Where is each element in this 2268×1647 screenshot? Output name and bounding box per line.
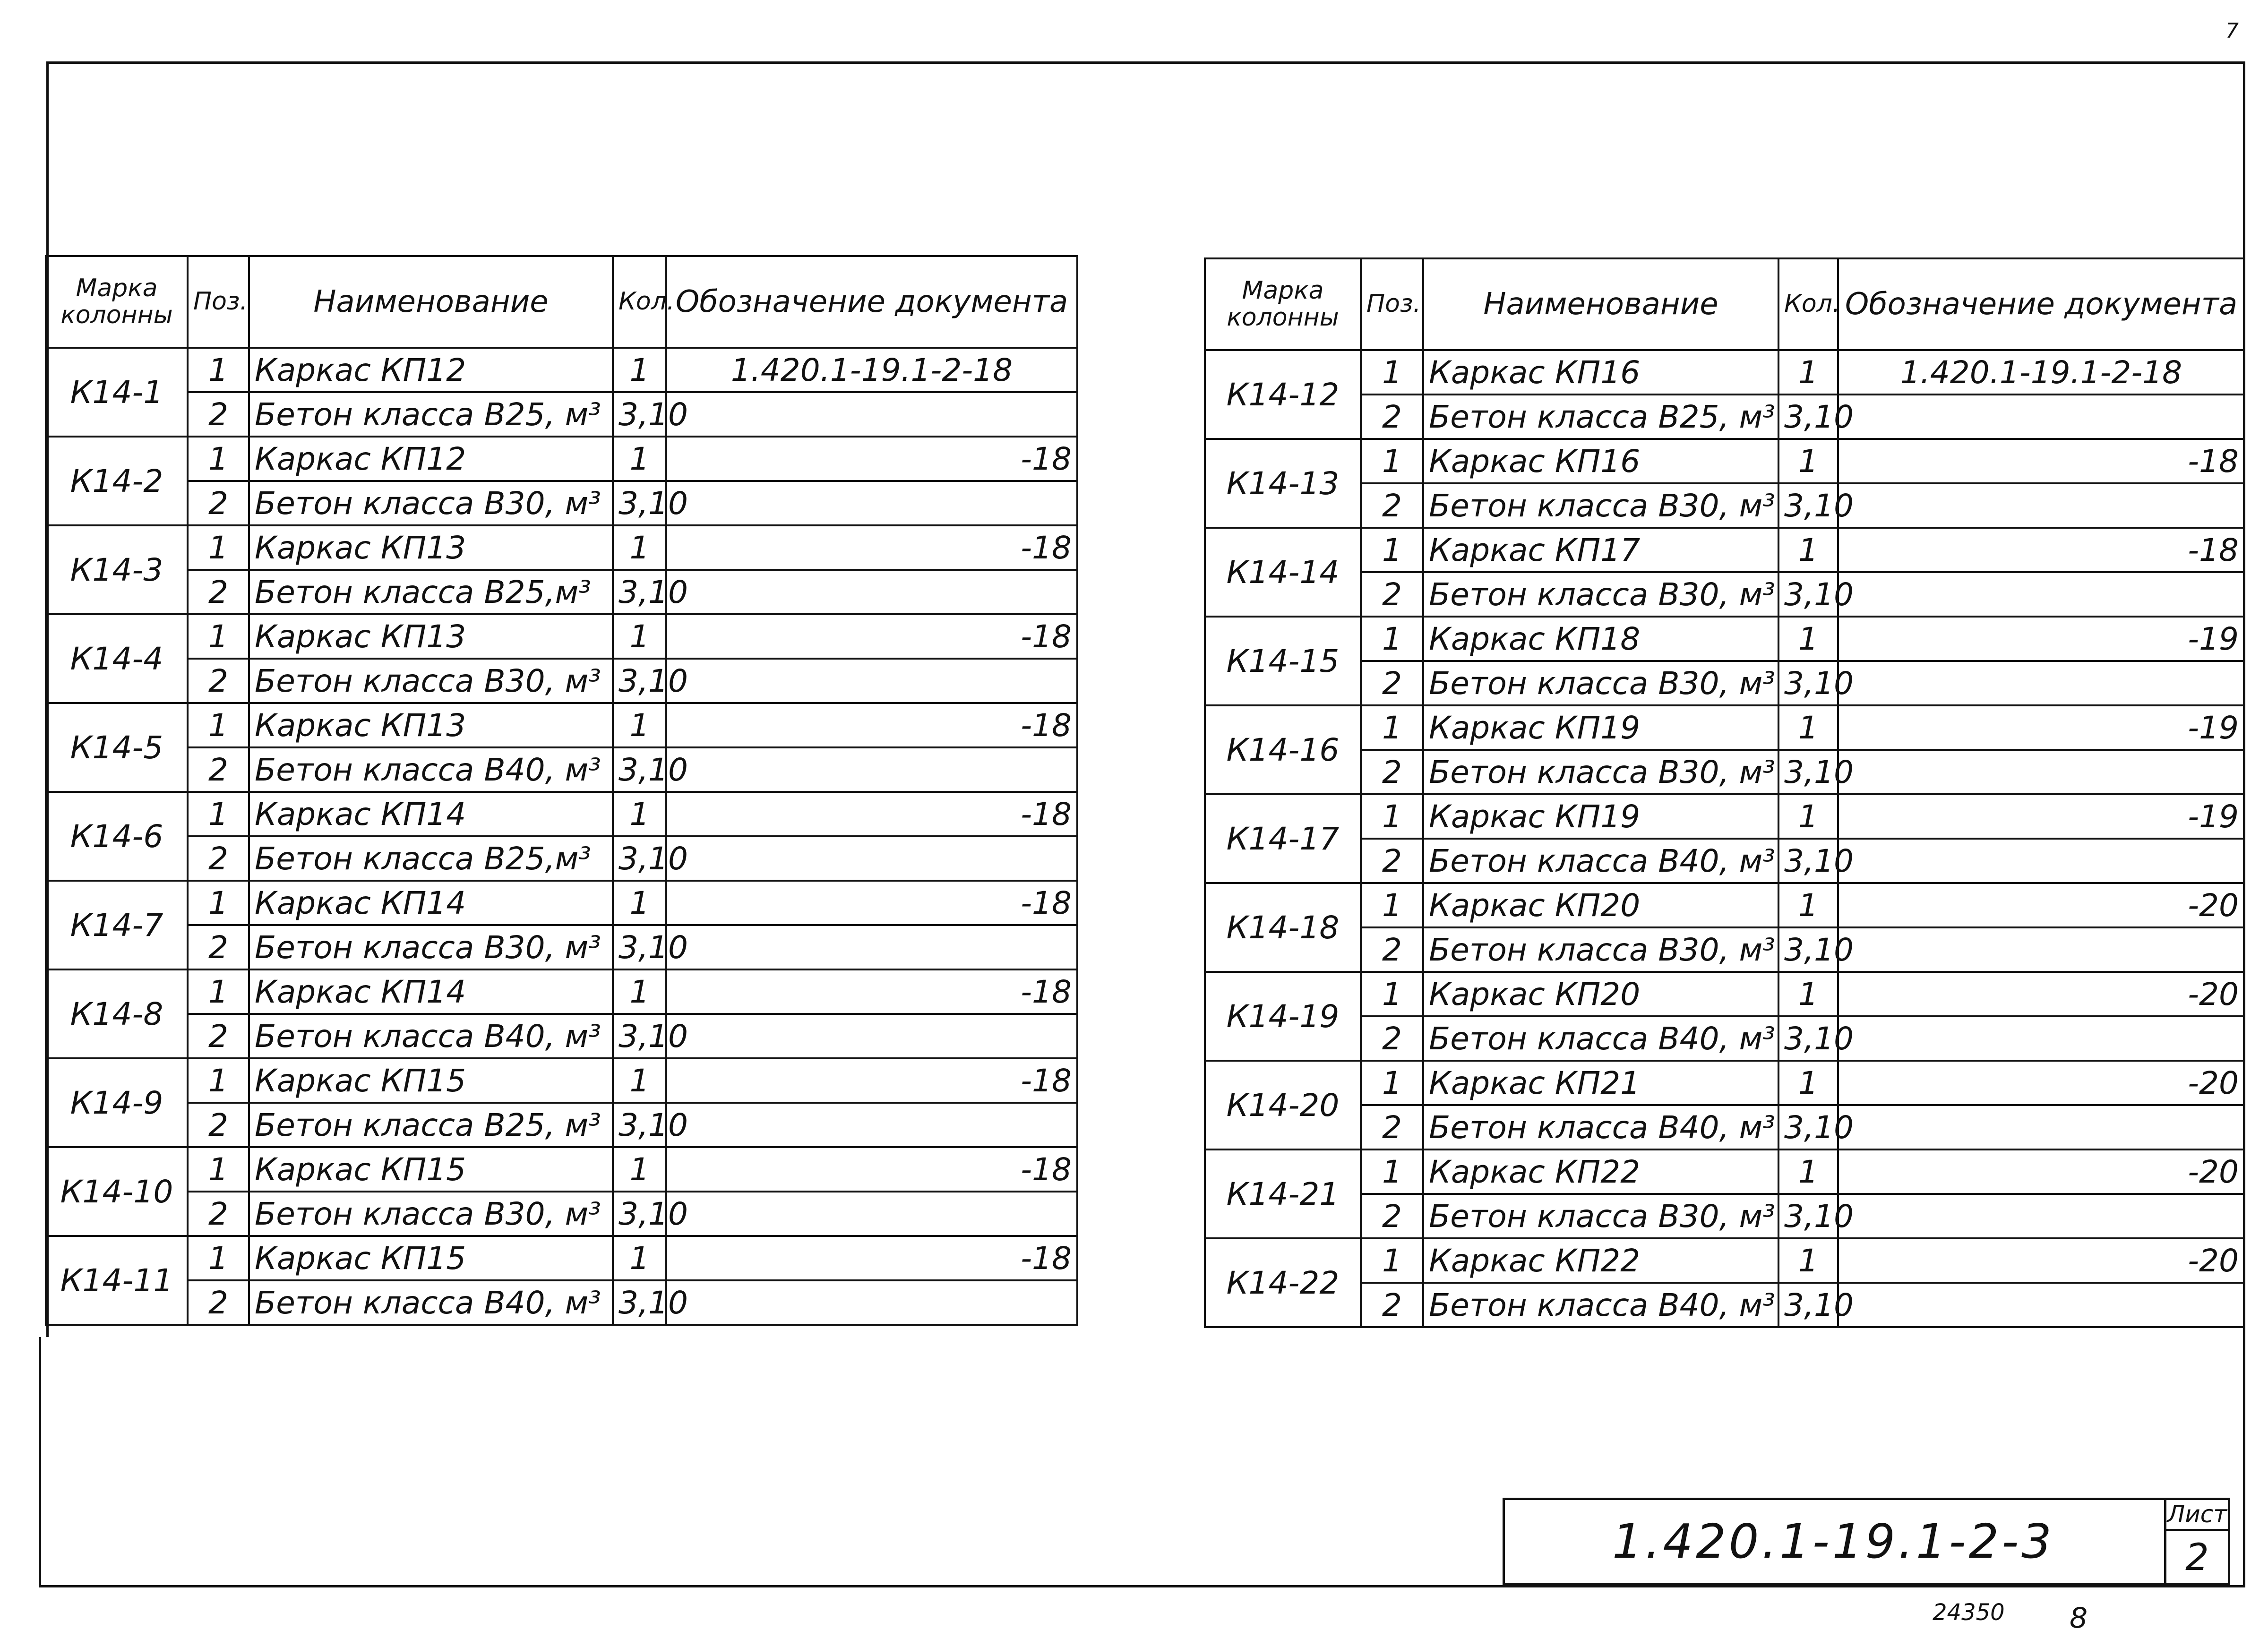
document-cell xyxy=(666,570,1077,614)
inventory-stamp: 24350 xyxy=(1933,1599,2005,1626)
position-cell: 2 xyxy=(188,747,249,792)
name-cell: Каркас КП13 xyxy=(249,525,613,570)
quantity-cell: 1 xyxy=(1778,439,1838,483)
position-cell: 1 xyxy=(188,348,249,392)
position-cell: 1 xyxy=(188,1147,249,1192)
quantity-cell: 3,10 xyxy=(1778,483,1838,528)
column-mark: К14-2 xyxy=(46,437,188,525)
name-cell: Каркас КП16 xyxy=(1423,350,1778,395)
quantity-cell: 1 xyxy=(613,1147,666,1192)
header-qty: Кол. xyxy=(1778,258,1838,350)
name-cell: Бетон класса В30, м³ xyxy=(1423,750,1778,794)
column-mark: К14-6 xyxy=(46,792,188,881)
column-mark: К14-17 xyxy=(1205,794,1361,883)
quantity-cell: 3,10 xyxy=(1778,395,1838,439)
position-cell: 2 xyxy=(188,1014,249,1058)
table-row xyxy=(46,1280,1077,1325)
quantity-cell: 3,10 xyxy=(613,1280,666,1325)
table-row xyxy=(1205,839,2244,883)
header-mark: Марка колонны xyxy=(46,256,188,348)
position-cell: 2 xyxy=(1361,1105,1423,1149)
quantity-cell: 3,10 xyxy=(613,1014,666,1058)
position-cell: 2 xyxy=(1361,572,1423,617)
quantity-cell: 1 xyxy=(613,881,666,925)
header-doc: Обозначение документа xyxy=(1838,258,2244,350)
column-mark: К14-18 xyxy=(1205,883,1361,972)
header-qty: Кол. xyxy=(613,256,666,348)
name-cell: Каркас КП13 xyxy=(249,614,613,659)
position-cell: 1 xyxy=(188,881,249,925)
table-row xyxy=(1205,1061,2244,1105)
name-cell: Каркас КП18 xyxy=(1423,617,1778,661)
document-cell: -20 xyxy=(1838,883,2244,927)
document-cell: -18 xyxy=(666,1058,1077,1103)
document-cell xyxy=(1838,1194,2244,1238)
quantity-cell: 1 xyxy=(613,614,666,659)
position-cell: 1 xyxy=(1361,350,1423,395)
document-cell: -18 xyxy=(666,792,1077,836)
name-cell: Каркас КП21 xyxy=(1423,1061,1778,1105)
position-cell: 2 xyxy=(188,481,249,525)
table-row xyxy=(1205,395,2244,439)
quantity-cell: 3,10 xyxy=(613,1192,666,1236)
column-mark: К14-11 xyxy=(46,1236,188,1325)
name-cell: Каркас КП22 xyxy=(1423,1149,1778,1194)
quantity-cell: 1 xyxy=(1778,617,1838,661)
document-cell: -20 xyxy=(1838,1061,2244,1105)
document-cell xyxy=(1838,1016,2244,1061)
position-cell: 1 xyxy=(188,437,249,481)
document-cell xyxy=(666,392,1077,437)
name-cell: Бетон класса В40, м³ xyxy=(1423,839,1778,883)
position-cell: 2 xyxy=(1361,839,1423,883)
document-cell: -18 xyxy=(666,525,1077,570)
position-cell: 1 xyxy=(1361,617,1423,661)
quantity-cell: 3,10 xyxy=(1778,661,1838,705)
quantity-cell: 1 xyxy=(613,969,666,1014)
position-cell: 1 xyxy=(1361,972,1423,1016)
name-cell: Каркас КП14 xyxy=(249,792,613,836)
name-cell: Бетон класса В25, м³ xyxy=(249,1103,613,1147)
name-cell: Бетон класса В40, м³ xyxy=(1423,1016,1778,1061)
name-cell: Бетон класса В30, м³ xyxy=(249,481,613,525)
name-cell: Бетон класса В40, м³ xyxy=(249,1014,613,1058)
table-row xyxy=(1205,750,2244,794)
position-cell: 1 xyxy=(1361,1149,1423,1194)
table-row xyxy=(1205,617,2244,661)
name-cell: Каркас КП15 xyxy=(249,1147,613,1192)
name-cell: Бетон класса В40, м³ xyxy=(249,747,613,792)
document-cell xyxy=(1838,1105,2244,1149)
table-row xyxy=(1205,439,2244,483)
table-row xyxy=(46,747,1077,792)
corner-mark: 7 xyxy=(2225,19,2239,43)
document-cell: 1.420.1-19.1-2-18 xyxy=(1838,350,2244,395)
document-cell: -19 xyxy=(1838,794,2244,839)
name-cell: Каркас КП22 xyxy=(1423,1238,1778,1283)
name-cell: Бетон класса В30, м³ xyxy=(249,1192,613,1236)
document-cell: -19 xyxy=(1838,617,2244,661)
frame-bottom-line xyxy=(39,1585,2245,1587)
position-cell: 2 xyxy=(188,570,249,614)
document-cell: -18 xyxy=(666,1236,1077,1280)
quantity-cell: 1 xyxy=(1778,1061,1838,1105)
header-name: Наименование xyxy=(249,256,613,348)
quantity-cell: 1 xyxy=(1778,350,1838,395)
left-spec-table xyxy=(45,255,1078,1326)
table-row xyxy=(1205,705,2244,750)
name-cell: Каркас КП13 xyxy=(249,703,613,747)
quantity-cell: 3,10 xyxy=(613,925,666,969)
column-mark: К14-8 xyxy=(46,969,188,1058)
name-cell: Каркас КП17 xyxy=(1423,528,1778,572)
document-cell xyxy=(1838,395,2244,439)
document-cell: -18 xyxy=(666,614,1077,659)
table-row xyxy=(46,1058,1077,1103)
table-row xyxy=(1205,572,2244,617)
table-row xyxy=(46,881,1077,925)
quantity-cell: 3,10 xyxy=(1778,750,1838,794)
column-mark: К14-4 xyxy=(46,614,188,703)
column-mark: К14-9 xyxy=(46,1058,188,1147)
position-cell: 2 xyxy=(188,1280,249,1325)
column-mark: К14-7 xyxy=(46,881,188,969)
position-cell: 2 xyxy=(188,836,249,881)
document-cell xyxy=(666,747,1077,792)
position-cell: 2 xyxy=(1361,1283,1423,1327)
quantity-cell: 3,10 xyxy=(613,570,666,614)
quantity-cell: 1 xyxy=(613,792,666,836)
table-row xyxy=(46,1147,1077,1192)
quantity-cell: 1 xyxy=(613,703,666,747)
quantity-cell: 3,10 xyxy=(1778,1016,1838,1061)
table-row xyxy=(46,969,1077,1014)
table-row xyxy=(46,570,1077,614)
name-cell: Бетон класса В40, м³ xyxy=(249,1280,613,1325)
table-row xyxy=(46,1192,1077,1236)
position-cell: 2 xyxy=(188,659,249,703)
document-cell xyxy=(666,1014,1077,1058)
table-row xyxy=(1205,1016,2244,1061)
name-cell: Бетон класса В30, м³ xyxy=(1423,483,1778,528)
document-cell xyxy=(666,659,1077,703)
name-cell: Бетон класса В25, м³ xyxy=(249,392,613,437)
sheet-number: 2 xyxy=(2185,1536,2209,1579)
column-mark: К14-3 xyxy=(46,525,188,614)
position-cell: 2 xyxy=(188,1192,249,1236)
position-cell: 1 xyxy=(1361,1238,1423,1283)
header-doc: Обозначение документа xyxy=(666,256,1077,348)
position-cell: 2 xyxy=(1361,395,1423,439)
table-row xyxy=(1205,1194,2244,1238)
quantity-cell: 3,10 xyxy=(1778,839,1838,883)
table-row xyxy=(1205,883,2244,927)
name-cell: Каркас КП19 xyxy=(1423,705,1778,750)
position-cell: 2 xyxy=(1361,1194,1423,1238)
table-row xyxy=(46,1236,1077,1280)
table-row xyxy=(46,525,1077,570)
column-mark: К14-20 xyxy=(1205,1061,1361,1149)
position-cell: 1 xyxy=(188,1058,249,1103)
name-cell: Каркас КП20 xyxy=(1423,972,1778,1016)
quantity-cell: 3,10 xyxy=(613,481,666,525)
quantity-cell: 3,10 xyxy=(613,836,666,881)
position-cell: 2 xyxy=(188,925,249,969)
document-cell: -18 xyxy=(666,1147,1077,1192)
header-row xyxy=(46,256,1077,348)
name-cell: Бетон класса В30, м³ xyxy=(249,659,613,703)
quantity-cell: 3,10 xyxy=(1778,1105,1838,1149)
position-cell: 1 xyxy=(1361,705,1423,750)
document-cell xyxy=(1838,927,2244,972)
name-cell: Каркас КП14 xyxy=(249,881,613,925)
column-mark: К14-22 xyxy=(1205,1238,1361,1327)
quantity-cell: 3,10 xyxy=(1778,572,1838,617)
quantity-cell: 1 xyxy=(1778,1238,1838,1283)
table-row xyxy=(46,481,1077,525)
name-cell: Каркас КП20 xyxy=(1423,883,1778,927)
quantity-cell: 1 xyxy=(1778,705,1838,750)
position-cell: 2 xyxy=(1361,483,1423,528)
table-row xyxy=(46,348,1077,392)
header-mark: Марка колонны xyxy=(1205,258,1361,350)
document-cell xyxy=(666,1103,1077,1147)
column-mark: К14-12 xyxy=(1205,350,1361,439)
table-row xyxy=(46,703,1077,747)
position-cell: 2 xyxy=(188,1103,249,1147)
quantity-cell: 1 xyxy=(1778,883,1838,927)
name-cell: Бетон класса В25, м³ xyxy=(1423,395,1778,439)
document-cell: -20 xyxy=(1838,1149,2244,1194)
page-number: 8 xyxy=(2070,1602,2088,1635)
name-cell: Бетон класса В25,м³ xyxy=(249,570,613,614)
position-cell: 1 xyxy=(188,969,249,1014)
quantity-cell: 1 xyxy=(613,1236,666,1280)
document-cell xyxy=(666,1280,1077,1325)
table-row xyxy=(1205,927,2244,972)
quantity-cell: 3,10 xyxy=(613,1103,666,1147)
table-row xyxy=(1205,1283,2244,1327)
position-cell: 2 xyxy=(1361,927,1423,972)
table-row xyxy=(46,836,1077,881)
quantity-cell: 1 xyxy=(613,348,666,392)
name-cell: Бетон класса В30, м³ xyxy=(1423,572,1778,617)
position-cell: 1 xyxy=(1361,439,1423,483)
name-cell: Каркас КП15 xyxy=(249,1058,613,1103)
header-pos: Поз. xyxy=(1361,258,1423,350)
name-cell: Бетон класса В30, м³ xyxy=(249,925,613,969)
position-cell: 2 xyxy=(1361,661,1423,705)
quantity-cell: 1 xyxy=(1778,1149,1838,1194)
sheet-label: Лист xyxy=(2164,1498,2230,1531)
position-cell: 2 xyxy=(1361,1016,1423,1061)
quantity-cell: 3,10 xyxy=(1778,1283,1838,1327)
document-cell: -18 xyxy=(1838,439,2244,483)
name-cell: Каркас КП16 xyxy=(1423,439,1778,483)
position-cell: 1 xyxy=(1361,794,1423,839)
position-cell: 2 xyxy=(188,392,249,437)
quantity-cell: 1 xyxy=(1778,972,1838,1016)
document-cell: -18 xyxy=(666,969,1077,1014)
document-cell xyxy=(1838,750,2244,794)
column-mark: К14-1 xyxy=(46,348,188,437)
column-mark: К14-13 xyxy=(1205,439,1361,528)
document-cell xyxy=(666,1192,1077,1236)
position-cell: 1 xyxy=(1361,1061,1423,1105)
name-cell: Бетон класса В30, м³ xyxy=(1423,927,1778,972)
position-cell: 1 xyxy=(1361,883,1423,927)
column-mark: К14-19 xyxy=(1205,972,1361,1061)
table-row xyxy=(1205,1238,2244,1283)
document-cell: -18 xyxy=(666,437,1077,481)
column-mark: К14-10 xyxy=(46,1147,188,1236)
document-cell xyxy=(666,836,1077,881)
position-cell: 1 xyxy=(188,525,249,570)
quantity-cell: 1 xyxy=(1778,528,1838,572)
table-row xyxy=(1205,528,2244,572)
frame-left-line-lower xyxy=(39,1337,41,1587)
table-row xyxy=(1205,794,2244,839)
document-cell: -20 xyxy=(1838,972,2244,1016)
quantity-cell: 1 xyxy=(613,437,666,481)
position-cell: 1 xyxy=(188,614,249,659)
table-row xyxy=(46,392,1077,437)
table-row xyxy=(46,1014,1077,1058)
name-cell: Бетон класса В40, м³ xyxy=(1423,1283,1778,1327)
name-cell: Каркас КП19 xyxy=(1423,794,1778,839)
name-cell: Каркас КП12 xyxy=(249,348,613,392)
document-cell: -19 xyxy=(1838,705,2244,750)
document-cell: -18 xyxy=(666,703,1077,747)
column-mark: К14-14 xyxy=(1205,528,1361,617)
quantity-cell: 3,10 xyxy=(613,747,666,792)
name-cell: Бетон класса В40, м³ xyxy=(1423,1105,1778,1149)
document-code: 1.420.1-19.1-2-3 xyxy=(1612,1514,2054,1569)
document-cell xyxy=(1838,661,2244,705)
document-cell xyxy=(1838,572,2244,617)
name-cell: Бетон класса В30, м³ xyxy=(1423,1194,1778,1238)
quantity-cell: 1 xyxy=(613,525,666,570)
column-mark: К14-16 xyxy=(1205,705,1361,794)
position-cell: 1 xyxy=(1361,528,1423,572)
name-cell: Бетон класса В30, м³ xyxy=(1423,661,1778,705)
position-cell: 1 xyxy=(188,1236,249,1280)
document-cell xyxy=(1838,483,2244,528)
quantity-cell: 1 xyxy=(613,1058,666,1103)
quantity-cell: 3,10 xyxy=(1778,927,1838,972)
table-row xyxy=(1205,1105,2244,1149)
quantity-cell: 3,10 xyxy=(1778,1194,1838,1238)
table-row xyxy=(1205,1149,2244,1194)
quantity-cell: 1 xyxy=(1778,794,1838,839)
document-cell xyxy=(1838,1283,2244,1327)
header-name: Наименование xyxy=(1423,258,1778,350)
table-row xyxy=(46,614,1077,659)
document-cell: -18 xyxy=(666,881,1077,925)
table-row xyxy=(1205,972,2244,1016)
position-cell: 1 xyxy=(188,703,249,747)
name-cell: Бетон класса В25,м³ xyxy=(249,836,613,881)
table-row xyxy=(1205,661,2244,705)
name-cell: Каркас КП15 xyxy=(249,1236,613,1280)
document-cell xyxy=(666,481,1077,525)
document-cell: 1.420.1-19.1-2-18 xyxy=(666,348,1077,392)
table-row xyxy=(1205,350,2244,395)
position-cell: 1 xyxy=(188,792,249,836)
document-cell: -20 xyxy=(1838,1238,2244,1283)
table-row xyxy=(46,659,1077,703)
right-spec-table xyxy=(1204,257,2245,1328)
table-row xyxy=(46,1103,1077,1147)
column-mark: К14-21 xyxy=(1205,1149,1361,1238)
header-pos: Поз. xyxy=(188,256,249,348)
table-row xyxy=(46,437,1077,481)
document-cell xyxy=(666,925,1077,969)
table-row xyxy=(46,925,1077,969)
name-cell: Каркас КП12 xyxy=(249,437,613,481)
quantity-cell: 3,10 xyxy=(613,659,666,703)
position-cell: 2 xyxy=(1361,750,1423,794)
quantity-cell: 3,10 xyxy=(613,392,666,437)
document-cell xyxy=(1838,839,2244,883)
table-row xyxy=(46,792,1077,836)
document-cell: -18 xyxy=(1838,528,2244,572)
name-cell: Каркас КП14 xyxy=(249,969,613,1014)
header-row xyxy=(1205,258,2244,350)
column-mark: К14-15 xyxy=(1205,617,1361,705)
column-mark: К14-5 xyxy=(46,703,188,792)
table-row xyxy=(1205,483,2244,528)
